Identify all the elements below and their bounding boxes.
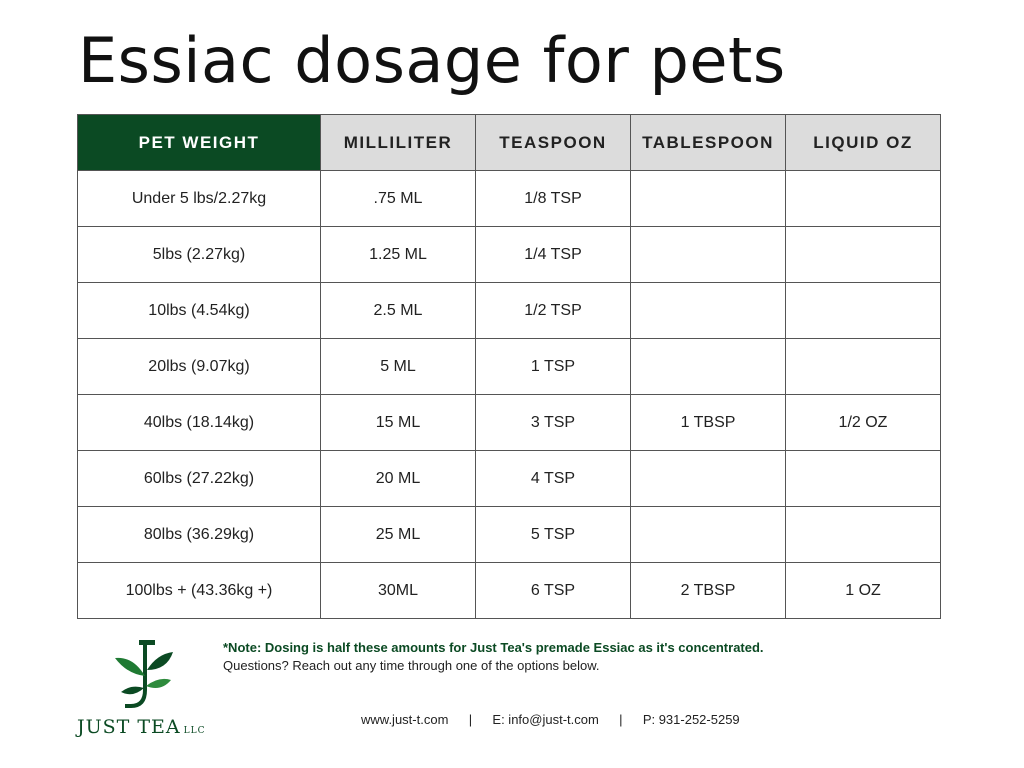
email-link[interactable]: E: info@just-t.com bbox=[492, 712, 599, 727]
cell-liquid-oz: 1/2 OZ bbox=[786, 395, 941, 451]
table-row bbox=[78, 283, 941, 339]
cell-pet-weight: 10lbs (4.54kg) bbox=[78, 283, 321, 339]
cell-milliliter: .75 ML bbox=[321, 171, 476, 227]
cell-milliliter: 1.25 ML bbox=[321, 227, 476, 283]
table-row bbox=[78, 563, 941, 619]
header-milliliter: MILLILITER bbox=[321, 115, 476, 171]
table-row bbox=[78, 339, 941, 395]
cell-liquid-oz bbox=[786, 283, 941, 339]
cell-milliliter: 30ML bbox=[321, 563, 476, 619]
contact-line bbox=[361, 712, 740, 727]
cell-liquid-oz bbox=[786, 451, 941, 507]
cell-tablespoon: 1 TBSP bbox=[631, 395, 786, 451]
cell-teaspoon: 1/8 TSP bbox=[476, 171, 631, 227]
cell-milliliter: 15 ML bbox=[321, 395, 476, 451]
logo-name: JUST TEA bbox=[77, 716, 181, 738]
header-tablespoon: TABLESPOON bbox=[631, 115, 786, 171]
cell-milliliter: 2.5 ML bbox=[321, 283, 476, 339]
separator: | bbox=[468, 712, 473, 727]
cell-pet-weight: Under 5 lbs/2.27kg bbox=[78, 171, 321, 227]
website-link[interactable]: www.just-t.com bbox=[361, 712, 449, 727]
cell-milliliter: 20 ML bbox=[321, 451, 476, 507]
cell-pet-weight: 100lbs + (43.36kg +) bbox=[78, 563, 321, 619]
cell-teaspoon: 1 TSP bbox=[476, 339, 631, 395]
phone-text: P: 931-252-5259 bbox=[642, 712, 740, 727]
cell-teaspoon: 4 TSP bbox=[476, 451, 631, 507]
header-liquid-oz: LIQUID OZ bbox=[786, 115, 941, 171]
cell-pet-weight: 40lbs (18.14kg) bbox=[78, 395, 321, 451]
cell-pet-weight: 60lbs (27.22kg) bbox=[78, 451, 321, 507]
cell-pet-weight: 5lbs (2.27kg) bbox=[78, 227, 321, 283]
table-row bbox=[78, 451, 941, 507]
table-row bbox=[78, 507, 941, 563]
table-header-row bbox=[78, 115, 941, 171]
cell-liquid-oz bbox=[786, 227, 941, 283]
cell-teaspoon: 3 TSP bbox=[476, 395, 631, 451]
cell-tablespoon bbox=[631, 283, 786, 339]
cell-tablespoon bbox=[631, 171, 786, 227]
dosage-note: *Note: Dosing is half these amounts for Just Tea's premade Essiac as it's concentrated. bbox=[223, 640, 764, 655]
cell-pet-weight: 20lbs (9.07kg) bbox=[78, 339, 321, 395]
cell-teaspoon: 6 TSP bbox=[476, 563, 631, 619]
cell-liquid-oz bbox=[786, 507, 941, 563]
table-row bbox=[78, 227, 941, 283]
cell-tablespoon bbox=[631, 227, 786, 283]
just-tea-logo bbox=[77, 636, 212, 746]
cell-teaspoon: 5 TSP bbox=[476, 507, 631, 563]
cell-milliliter: 5 ML bbox=[321, 339, 476, 395]
logo-suffix: LLC bbox=[183, 726, 206, 736]
cell-tablespoon bbox=[631, 507, 786, 563]
cell-liquid-oz: 1 OZ bbox=[786, 563, 941, 619]
header-pet-weight: PET WEIGHT bbox=[78, 115, 321, 171]
cell-teaspoon: 1/2 TSP bbox=[476, 283, 631, 339]
cell-tablespoon: 2 TBSP bbox=[631, 563, 786, 619]
header-teaspoon: TEASPOON bbox=[476, 115, 631, 171]
cell-milliliter: 25 ML bbox=[321, 507, 476, 563]
cell-teaspoon: 1/4 TSP bbox=[476, 227, 631, 283]
page-title: Essiac dosage for pets bbox=[78, 24, 786, 97]
cell-pet-weight: 80lbs (36.29kg) bbox=[78, 507, 321, 563]
cell-liquid-oz bbox=[786, 339, 941, 395]
table-row bbox=[78, 171, 941, 227]
logo-wordmark bbox=[77, 716, 205, 738]
tea-leaf-j-icon bbox=[107, 636, 177, 716]
separator: | bbox=[619, 712, 623, 727]
cell-tablespoon bbox=[631, 451, 786, 507]
dosage-table bbox=[77, 114, 941, 619]
table-row bbox=[78, 395, 941, 451]
cell-liquid-oz bbox=[786, 171, 941, 227]
questions-text: Questions? Reach out any time through one of the options below. bbox=[223, 658, 600, 673]
cell-tablespoon bbox=[631, 339, 786, 395]
